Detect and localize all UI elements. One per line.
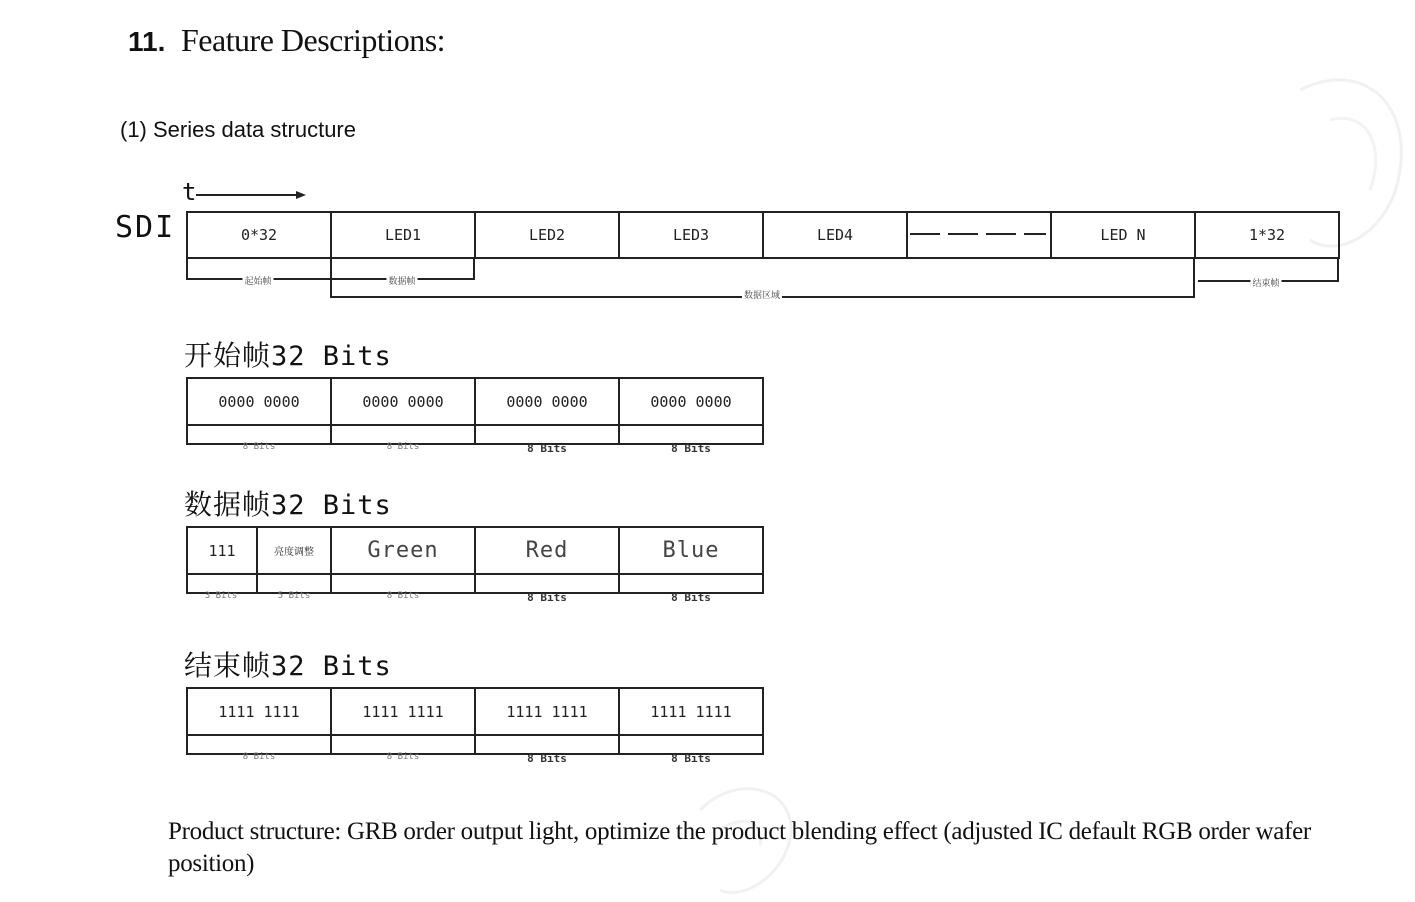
stream-cell-ledn: LED N	[1050, 211, 1196, 259]
data-frame-bits: 8 Bits	[671, 591, 711, 604]
section-heading	[128, 22, 445, 59]
end-frame-bits: 8 Bits	[671, 752, 711, 765]
stream-cell-ellipsis	[906, 211, 1052, 259]
start-frame-title-en: 32 Bits	[271, 341, 392, 372]
end-frame-cell: 1111 1111	[474, 687, 620, 736]
bracket-label-data: 数据帧	[388, 277, 416, 287]
end-frame-title-en: 32 Bits	[271, 651, 392, 682]
end-frame-bits: 8 Bits	[242, 752, 276, 762]
start-frame-cell: 0000 0000	[474, 377, 620, 426]
time-label: t	[182, 178, 197, 206]
data-frame-cell-header: 111	[186, 526, 258, 575]
data-frame-cell-red: Red	[474, 526, 620, 575]
end-frame-title-cn: 结束帧	[184, 649, 272, 682]
end-frame-bits: 8 Bits	[527, 752, 567, 765]
stream-cell-led2: LED2	[474, 211, 620, 259]
stream-cell-led4: LED4	[762, 211, 908, 259]
end-frame-title	[184, 649, 392, 682]
section-title: Feature Descriptions:	[180, 22, 446, 58]
data-frame-title-cn: 数据帧	[184, 488, 272, 521]
end-frame-cell: 1111 1111	[330, 687, 476, 736]
bracket-label-data-region: 数据区域	[743, 291, 781, 301]
start-frame-bits: 8 Bits	[386, 442, 420, 452]
data-frame-cell-blue: Blue	[618, 526, 764, 575]
data-frame-cell-green: Green	[330, 526, 476, 575]
subsection-title: (1) Series data structure	[120, 117, 356, 142]
data-frame-bits: 8 Bits	[527, 591, 567, 604]
start-frame-title-cn: 开始帧	[184, 339, 272, 372]
data-frame-bits: 5 Bits	[277, 591, 311, 601]
section-number: 11.	[128, 26, 166, 57]
bracket-label-start: 起始帧	[244, 277, 272, 287]
data-frame-bits: 8 Bits	[386, 591, 420, 601]
ellipsis-dashes	[910, 233, 1046, 235]
data-frame-cell-brightness: 亮度调整	[256, 526, 332, 575]
stream-cell-led3: LED3	[618, 211, 764, 259]
start-frame-bits: 8 Bits	[527, 442, 567, 455]
stream-cell-end: 1*32	[1194, 211, 1340, 259]
sdi-label: SDI	[115, 210, 176, 245]
data-frame-title	[184, 488, 392, 521]
start-frame-bits: 8 Bits	[671, 442, 711, 455]
end-frame-cell: 1111 1111	[186, 687, 332, 736]
start-frame-bits: 8 Bits	[242, 442, 276, 452]
data-frame-title-en: 32 Bits	[271, 490, 392, 521]
data-frame-bits: 3 Bits	[204, 591, 238, 601]
start-frame-cell: 0000 0000	[618, 377, 764, 426]
product-structure-note: Product structure: GRB order output light, optimize the product blending effect (adjusted IC default RGB order wafer position)	[168, 818, 1311, 877]
start-frame-cell: 0000 0000	[330, 377, 476, 426]
stream-cell-led1: LED1	[330, 211, 476, 259]
start-frame-cell: 0000 0000	[186, 377, 332, 426]
stream-cell-start: 0*32	[186, 211, 332, 259]
bracket-label-end: 结束帧	[1252, 279, 1280, 289]
end-frame-cell: 1111 1111	[618, 687, 764, 736]
time-arrow-icon	[196, 189, 306, 201]
end-frame-bits: 8 Bits	[386, 752, 420, 762]
start-frame-title	[184, 339, 392, 372]
